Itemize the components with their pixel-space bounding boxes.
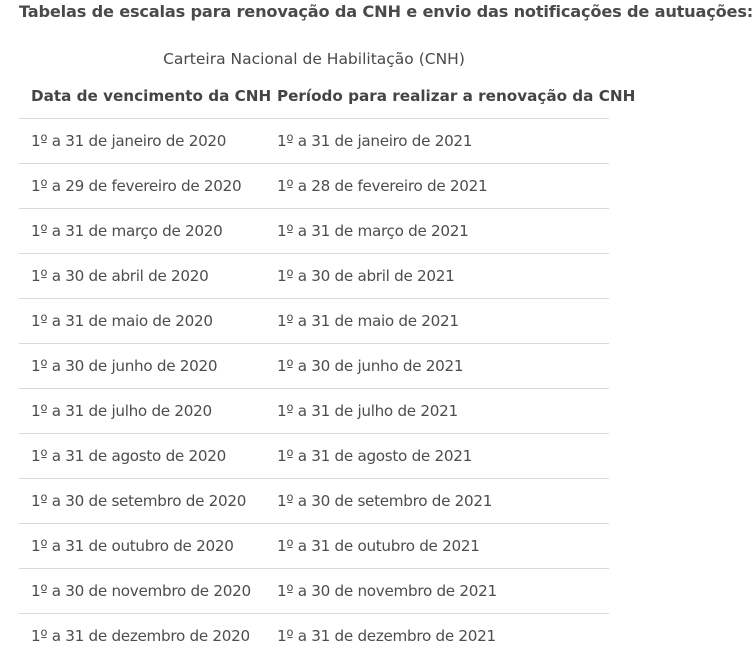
renewal-period-cell: 1º a 31 de março de 2021 (266, 209, 609, 254)
renewal-period-cell: 1º a 31 de julho de 2021 (266, 389, 609, 434)
renewal-period-cell: 1º a 30 de junho de 2021 (266, 344, 609, 389)
expiry-date-cell: 1º a 29 de fevereiro de 2020 (19, 164, 266, 209)
expiry-date-cell: 1º a 30 de setembro de 2020 (19, 479, 266, 524)
expiry-date-cell: 1º a 31 de dezembro de 2020 (19, 614, 266, 658)
header-renewal-period: Período para realizar a renovação da CNH (266, 74, 609, 119)
renewal-period-cell: 1º a 30 de abril de 2021 (266, 254, 609, 299)
expiry-date-cell: 1º a 31 de agosto de 2020 (19, 434, 266, 479)
table-row (19, 164, 609, 209)
table-caption: Carteira Nacional de Habilitação (CNH) (19, 50, 609, 68)
expiry-date-cell: 1º a 31 de maio de 2020 (19, 299, 266, 344)
table-row (19, 434, 609, 479)
renewal-period-cell: 1º a 28 de fevereiro de 2021 (266, 164, 609, 209)
expiry-date-cell: 1º a 31 de outubro de 2020 (19, 524, 266, 569)
table-row (19, 389, 609, 434)
page-heading: Tabelas de escalas para renovação da CNH e envio das notificações de autuações: (19, 2, 753, 21)
cnh-renewal-table (19, 74, 609, 658)
table-row (19, 119, 609, 164)
renewal-period-cell: 1º a 31 de outubro de 2021 (266, 524, 609, 569)
renewal-period-cell: 1º a 31 de agosto de 2021 (266, 434, 609, 479)
expiry-date-cell: 1º a 30 de junho de 2020 (19, 344, 266, 389)
expiry-date-cell: 1º a 31 de julho de 2020 (19, 389, 266, 434)
renewal-period-cell: 1º a 30 de novembro de 2021 (266, 569, 609, 614)
table-row (19, 299, 609, 344)
renewal-period-cell: 1º a 31 de maio de 2021 (266, 299, 609, 344)
header-expiry-date: Data de vencimento da CNH (19, 74, 266, 119)
table-row (19, 569, 609, 614)
renewal-period-cell: 1º a 31 de dezembro de 2021 (266, 614, 609, 658)
table-row (19, 614, 609, 658)
expiry-date-cell: 1º a 31 de março de 2020 (19, 209, 266, 254)
table-row (19, 344, 609, 389)
table-row (19, 254, 609, 299)
expiry-date-cell: 1º a 31 de janeiro de 2020 (19, 119, 266, 164)
renewal-period-cell: 1º a 30 de setembro de 2021 (266, 479, 609, 524)
table-header-row (19, 74, 609, 119)
table-row (19, 209, 609, 254)
expiry-date-cell: 1º a 30 de abril de 2020 (19, 254, 266, 299)
table-row (19, 479, 609, 524)
expiry-date-cell: 1º a 30 de novembro de 2020 (19, 569, 266, 614)
table-row (19, 524, 609, 569)
renewal-period-cell: 1º a 31 de janeiro de 2021 (266, 119, 609, 164)
